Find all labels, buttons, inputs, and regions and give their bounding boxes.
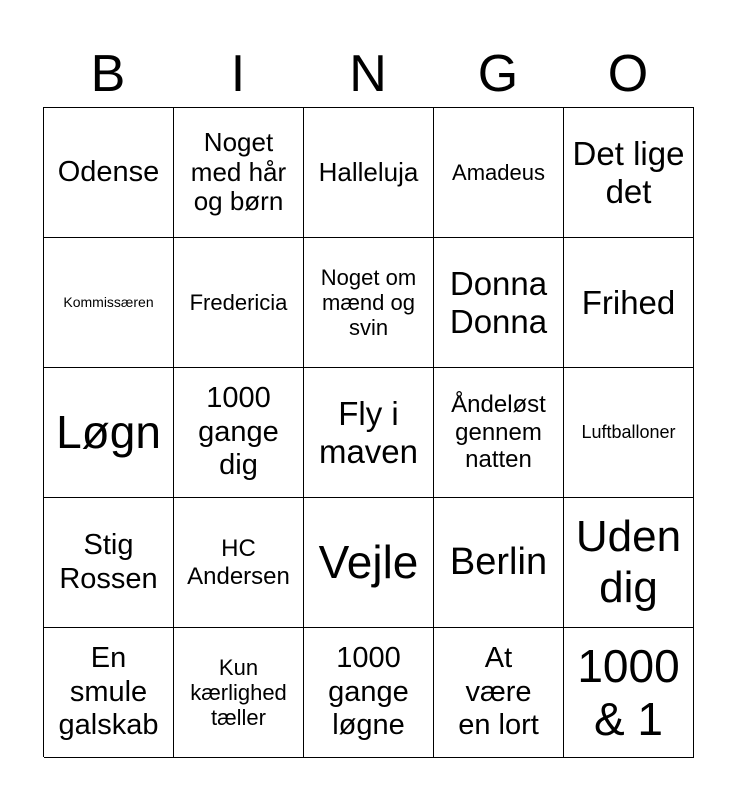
cell-text: Odense	[57, 155, 160, 188]
cell-text: Noget om mænd og svin	[320, 264, 417, 341]
header-letter-o: O	[607, 45, 649, 103]
header-letter-n: N	[349, 45, 387, 103]
bingo-cell[interactable]	[564, 628, 694, 758]
cell-text: En smule galskab	[58, 642, 159, 742]
cell-text: Løgn	[56, 406, 161, 459]
cell-text: Donna Donna	[449, 264, 548, 340]
cell-text: Halleluja	[318, 156, 419, 187]
bingo-cell[interactable]	[304, 498, 434, 628]
header-letter-i: I	[230, 45, 246, 103]
bingo-cell[interactable]	[304, 108, 434, 238]
cell-text: Noget med hår og børn	[190, 126, 287, 217]
bingo-cell[interactable]	[304, 628, 434, 758]
header-letter-b: B	[90, 45, 126, 103]
header-letter-g: G	[477, 45, 519, 103]
bingo-cell[interactable]	[44, 368, 174, 498]
bingo-cell[interactable]	[564, 108, 694, 238]
bingo-cell[interactable]	[174, 238, 304, 368]
bingo-cell[interactable]	[564, 498, 694, 628]
bingo-cell[interactable]	[44, 498, 174, 628]
cell-text: Uden dig	[575, 511, 682, 612]
cell-text: Berlin	[449, 540, 548, 583]
bingo-cell[interactable]	[44, 628, 174, 758]
bingo-cell[interactable]	[44, 108, 174, 238]
bingo-cell[interactable]	[304, 368, 434, 498]
bingo-cell[interactable]	[174, 108, 304, 238]
bingo-cell[interactable]	[304, 238, 434, 368]
bingo-cell[interactable]	[434, 498, 564, 628]
bingo-cell[interactable]	[174, 498, 304, 628]
cell-text: At være en lort	[458, 642, 539, 742]
cell-text: Luftballoner	[581, 422, 676, 443]
cell-text: Fly i maven	[318, 394, 419, 470]
cell-text: Det lige det	[572, 134, 685, 210]
bingo-cell[interactable]	[434, 628, 564, 758]
bingo-cell[interactable]	[434, 368, 564, 498]
cell-text: Kommissæren	[63, 294, 154, 311]
bingo-cell[interactable]	[564, 368, 694, 498]
bingo-cell[interactable]	[564, 238, 694, 368]
cell-text: Kun kærlighed tæller	[190, 654, 287, 731]
bingo-cell[interactable]	[44, 238, 174, 368]
cell-text: Frihed	[581, 283, 676, 321]
bingo-cell[interactable]	[174, 628, 304, 758]
cell-text: 1000 gange dig	[198, 382, 279, 482]
cell-text: HC Andersen	[187, 534, 290, 590]
bingo-header	[43, 40, 693, 108]
cell-text: 1000 gange løgne	[328, 642, 409, 742]
cell-text: Åndeløst gennem natten	[451, 391, 546, 474]
bingo-cell[interactable]	[434, 238, 564, 368]
cell-text: Vejle	[318, 536, 419, 589]
bingo-cell[interactable]	[434, 108, 564, 238]
cell-text: 1000 & 1	[577, 639, 680, 745]
cell-text: Fredericia	[189, 289, 288, 315]
cell-text: Stig Rossen	[59, 529, 158, 595]
cell-text: Amadeus	[452, 159, 545, 185]
bingo-cell[interactable]	[174, 368, 304, 498]
bingo-board	[43, 107, 694, 757]
